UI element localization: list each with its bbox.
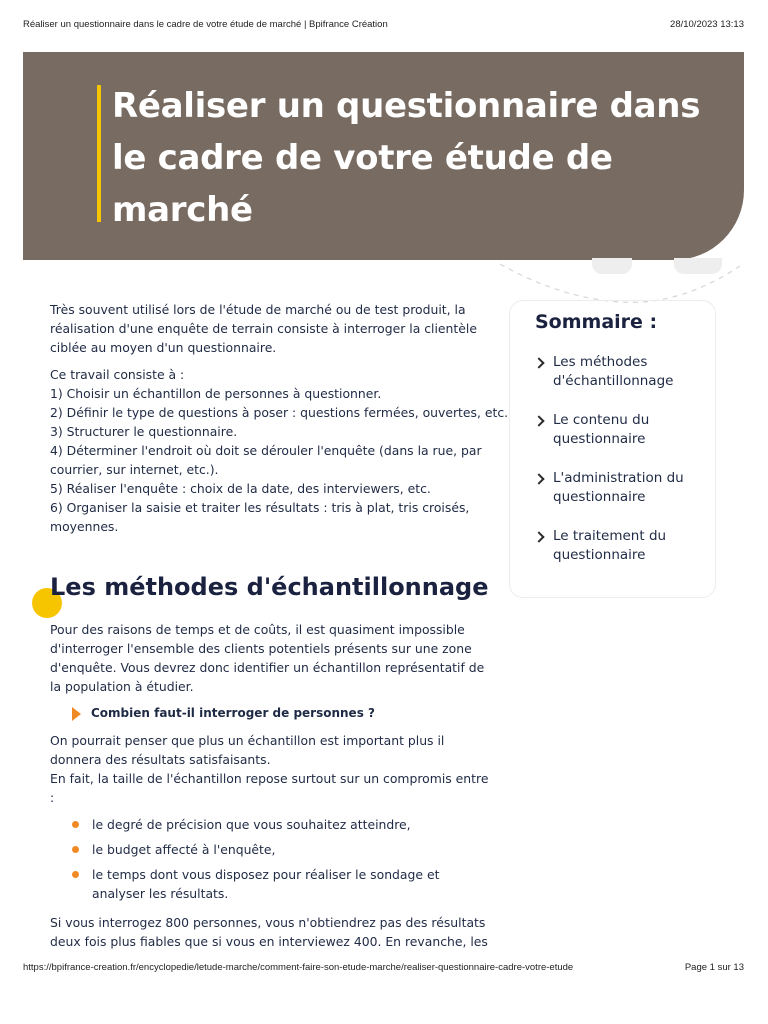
toc-title: Sommaire : [535, 311, 658, 333]
bullet-dot-icon [72, 821, 79, 828]
steps-lead: Ce travail consiste à : [50, 367, 185, 382]
toc-item-label: L'administration du questionnaire [553, 470, 684, 505]
page-url: https://bpifrance-creation.fr/encyclopedie/letude-marche/comment-faire-son-etude-marche/realiser-questionnaire-cadre-votre-etude [23, 962, 574, 973]
bullet-dot-icon [72, 846, 79, 853]
hero-accent-bar [97, 85, 101, 222]
toc-item-traitement[interactable] [535, 527, 697, 565]
chevron-right-icon [533, 531, 544, 542]
step-line: 4) Déterminer l'endroit où doit se dérouler l'enquête (dans la rue, par [50, 443, 482, 458]
list-item [50, 840, 490, 859]
toc-item-administration[interactable] [535, 469, 697, 507]
step-line: 1) Choisir un échantillon de personnes à questionner. [50, 386, 382, 401]
page-number: Page 1 sur 13 [684, 962, 744, 973]
bullet-dot-icon [72, 871, 79, 878]
toc-item-contenu[interactable] [535, 411, 697, 449]
chevron-right-icon [533, 357, 544, 368]
section-paragraph: Pour des raisons de temps et de coûts, il est quasiment impossible d'interroger l'ensemble des clients potentiels présents sur une zone d'enquête. Vous devrez donc identifier un échantillon représentatif de la population à étudier. [50, 622, 485, 694]
section-paragraph: On pourrait penser que plus un échantillon est important plus il donnera des résultats satisfaisants. [50, 733, 445, 767]
list-item [50, 865, 490, 903]
bullet-list [50, 815, 490, 903]
step-line: courrier, sur internet, etc.). [50, 462, 219, 477]
print-header-datetime: 28/10/2023 13:13 [670, 19, 744, 30]
list-item-text: le temps dont vous disposez pour réaliser le sondage et analyser les résultats. [92, 867, 440, 901]
subheading [72, 704, 490, 723]
print-header [23, 19, 744, 30]
toc-item-label: Le contenu du questionnaire [553, 412, 650, 447]
toc-item-label: Le traitement du questionnaire [553, 528, 667, 563]
chevron-right-icon [533, 473, 544, 484]
step-line: 5) Réaliser l'enquête : choix de la date, des interviewers, etc. [50, 481, 431, 496]
list-item [50, 815, 490, 834]
section-heading [50, 572, 490, 602]
arrow-right-icon [72, 707, 81, 721]
toc-item-label: Les méthodes d'échantillonnage [553, 354, 674, 389]
section-heading-text: Les méthodes d'échantillonnage [50, 573, 489, 601]
list-item-text: le degré de précision que vous souhaitez atteindre, [92, 817, 411, 832]
step-line: 2) Définir le type de questions à poser : questions fermées, ouvertes, etc. [50, 405, 509, 420]
page-title: Réaliser un questionnaire dans le cadre de votre étude de marché [112, 86, 701, 230]
step-line: 6) Organiser la saisie et traiter les résultats : tris à plat, tris croisés, [50, 500, 470, 515]
subheading-text: Combien faut-il interroger de personnes ? [91, 706, 375, 720]
list-item-text: le budget affecté à l'enquête, [92, 842, 276, 857]
toc-item-methodes[interactable] [535, 353, 697, 391]
step-line: moyennes. [50, 519, 119, 534]
article-body [50, 300, 509, 959]
steps-list [50, 365, 509, 536]
print-footer [23, 962, 744, 973]
section-paragraph: En fait, la taille de l'échantillon repose surtout sur un compromis entre : [50, 771, 489, 805]
hero-banner [23, 52, 744, 260]
table-of-contents [509, 300, 716, 598]
step-line: 3) Structurer le questionnaire. [50, 424, 238, 439]
intro-paragraph: Très souvent utilisé lors de l'étude de marché ou de test produit, la réalisation d'une enquête de terrain consiste à interroger la clientèle ciblée au moyen d'un questionnaire. [50, 302, 477, 355]
print-header-title: Réaliser un questionnaire dans le cadre de votre étude de marché | Bpifrance Création [23, 19, 388, 30]
section-paragraph: Si vous interrogez 800 personnes, vous n'obtiendrez pas des résultats deux fois plus fiables que si vous en interviewez 400. En revanche, les [50, 915, 488, 949]
chevron-right-icon [533, 415, 544, 426]
